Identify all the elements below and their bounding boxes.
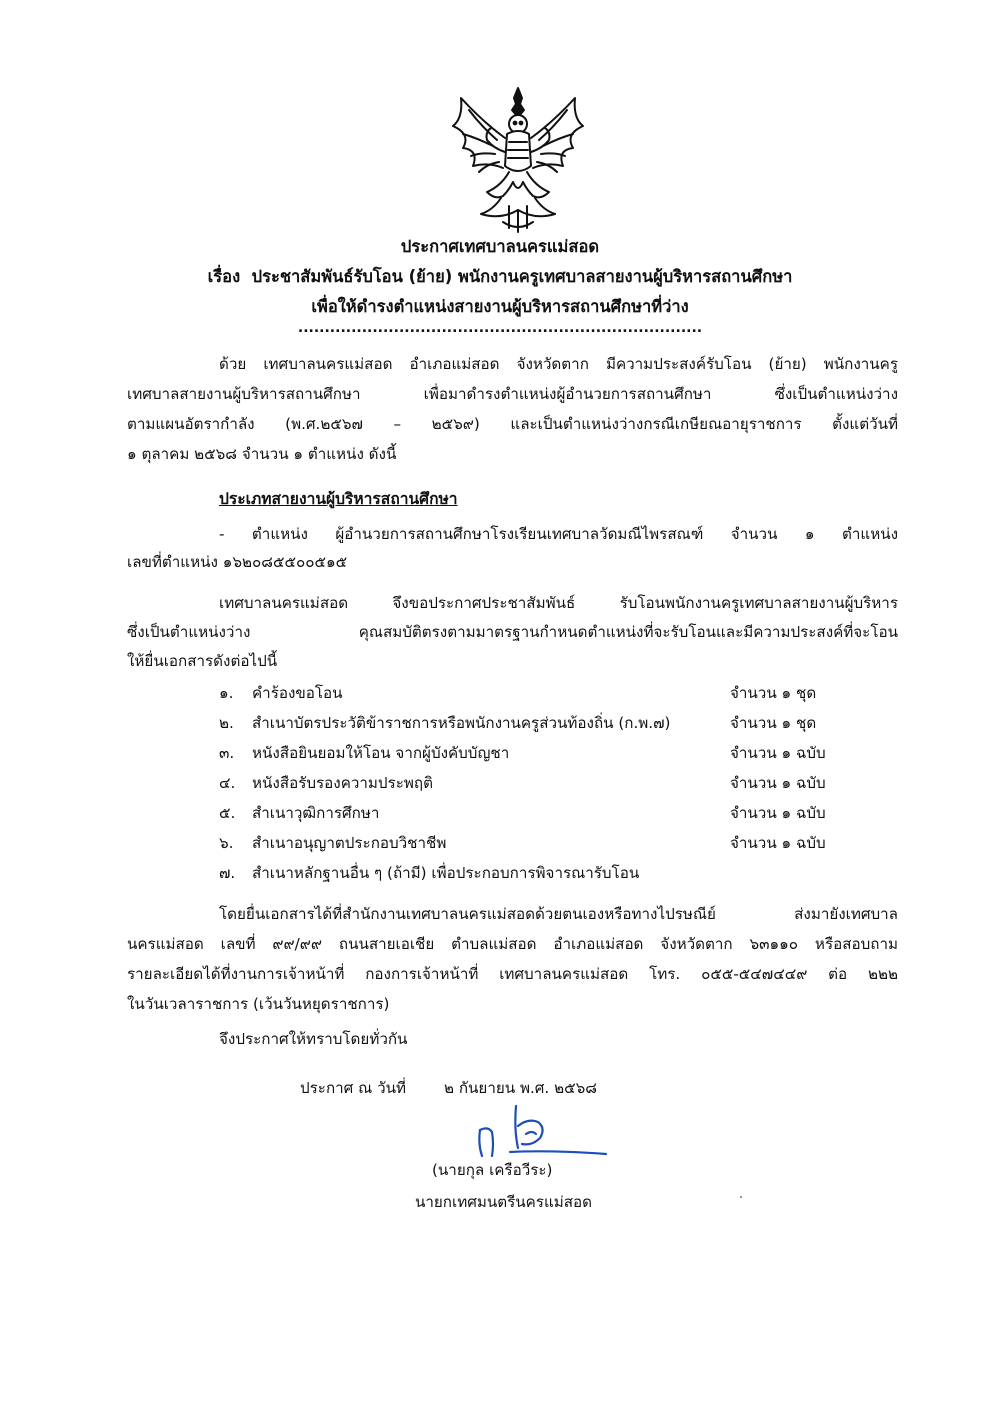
document-quantity: จำนวน ๑ ชุด <box>730 714 817 732</box>
document-number: ๔. <box>219 774 236 792</box>
document-number: ๒. <box>219 714 234 732</box>
document-quantity: จำนวน ๑ ฉบับ <box>730 804 826 822</box>
document-quantity: จำนวน ๑ ฉบับ <box>730 774 826 792</box>
announcement-subject-line2: เพื่อให้ดำรงตำแหน่งสายงานผู้บริหารสถานศึกษาที่ว่าง <box>311 297 689 316</box>
submission-line-2: นครแม่สอด เลขที่ ๙๙/๙๙ ถนนสายเอเชีย ตำบลแม่สอด อำเภอแม่สอด จังหวัดตาก ๖๓๑๑๐ หรือสอบถาม <box>127 935 898 953</box>
document-quantity: จำนวน ๑ ฉบับ <box>730 834 826 852</box>
document-text: สำเนาอนุญาตประกอบวิชาชีพ <box>252 834 447 852</box>
signature-image <box>470 1100 615 1162</box>
document-quantity: จำนวน ๑ ฉบับ <box>730 744 826 762</box>
announcement-subject <box>0 264 1000 290</box>
announcement-line-1: เทศบาลนครแม่สอด จึงขอประกาศประชาสัมพันธ์ รับโอนพนักงานครูเทศบาลสายงานผู้บริหาร <box>219 594 898 612</box>
intro-line-3: ตามแผนอัตรากำลัง (พ.ศ.๒๕๖๗ – ๒๕๖๙) และเป็นตำแหน่งว่างกรณีเกษียณอายุราชการ ตั้งแต่วันที่ <box>127 415 898 433</box>
document-number: ๑. <box>219 684 234 702</box>
document-text: สำเนาบัตรประวัติข้าราชการหรือพนักงานครูส่วนท้องถิ่น (ก.พ.๗) <box>252 714 671 732</box>
document-number: ๗. <box>219 864 236 882</box>
announcement-line-3: ให้ยื่นเอกสารดังต่อไปนี้ <box>127 652 278 670</box>
subject-text: ประชาสัมพันธ์รับโอน (ย้าย) พนักงานครูเทศบาลสายงานผู้บริหารสถานศึกษา <box>251 267 793 286</box>
document-text: หนังสือยินยอมให้โอน จากผู้บังคับบัญชา <box>252 744 510 762</box>
scan-speck <box>740 1196 742 1198</box>
document-number: ๕. <box>219 804 236 822</box>
submission-line-3: รายละเอียดได้ที่งานการเจ้าหน้าที่ กองการเจ้าหน้าที่ เทศบาลนครแม่สอด โทร. ๐๕๕-๕๔๗๔๔๙ ต่อ ๒๒๒ <box>127 965 898 983</box>
date-line <box>300 1076 597 1100</box>
document-text: สำเนาวุฒิการศึกษา <box>252 804 380 822</box>
document-text: คำร้องขอโอน <box>252 684 343 702</box>
announcement-line-2: ซึ่งเป็นตำแหน่งว่าง คุณสมบัติตรงตามมาตรฐานกำหนดตำแหน่งที่จะรับโอนและมีความประสงค์ที่จะโอน <box>127 623 898 641</box>
submission-line-1: โดยยื่นเอกสารได้ที่สำนักงานเทศบาลนครแม่สอดด้วยตนเองหรือทางไปรษณีย์ ส่งมายังเทศบาล <box>219 905 898 923</box>
date-label: ประกาศ ณ วันที่ <box>300 1079 406 1097</box>
document-quantity: จำนวน ๑ ชุด <box>730 684 817 702</box>
document-number: ๖. <box>219 834 234 852</box>
closing-statement: จึงประกาศให้ทราบโดยทั่วกัน <box>219 1030 408 1048</box>
signatory-title: นายกเทศมนตรีนครแม่สอด <box>415 1193 593 1211</box>
position-line-2: เลขที่ตำแหน่ง ๑๖๒๐๘๕๕๐๐๕๑๕ <box>127 553 348 571</box>
header-separator: ............................................................................ <box>297 320 703 336</box>
garuda-emblem-icon <box>443 82 593 234</box>
document-number: ๓. <box>219 744 235 762</box>
submission-line-4: ในวันเวลาราชการ (เว้นวันหยุดราชการ) <box>127 995 390 1013</box>
intro-line-4: ๑ ตุลาคม ๒๕๖๘ จำนวน ๑ ตำแหน่ง ดังนี้ <box>127 445 397 463</box>
intro-line-1: ด้วย เทศบาลนครแม่สอด อำเภอแม่สอด จังหวัดตาก มีความประสงค์รับโอน (ย้าย) พนักงานครู <box>219 355 898 373</box>
document-text: หนังสือรับรองความประพฤติ <box>252 774 433 792</box>
section-heading: ประเภทสายงานผู้บริหารสถานศึกษา <box>219 490 458 508</box>
intro-line-2: เทศบาลสายงานผู้บริหารสถานศึกษา เพื่อมาดำรงตำแหน่งผู้อำนวยการสถานศึกษา ซึ่งเป็นตำแหน่งว่าง <box>127 385 898 403</box>
position-line-1: - ตำแหน่ง ผู้อำนวยการสถานศึกษาโรงเรียนเทศบาลวัดมณีไพรสณฑ์ จำนวน ๑ ตำแหน่ง <box>219 525 898 543</box>
document-text: สำเนาหลักฐานอื่น ๆ (ถ้ามี) เพื่อประกอบการพิจารณารับโอน <box>252 864 640 882</box>
announcement-title: ประกาศเทศบาลนครแม่สอด <box>400 237 600 256</box>
date-value: ๒ กันยายน พ.ศ. ๒๕๖๘ <box>444 1079 597 1097</box>
subject-label: เรื่อง <box>207 267 241 286</box>
signatory-name: (นายกุล เครือวีระ) <box>432 1161 553 1179</box>
